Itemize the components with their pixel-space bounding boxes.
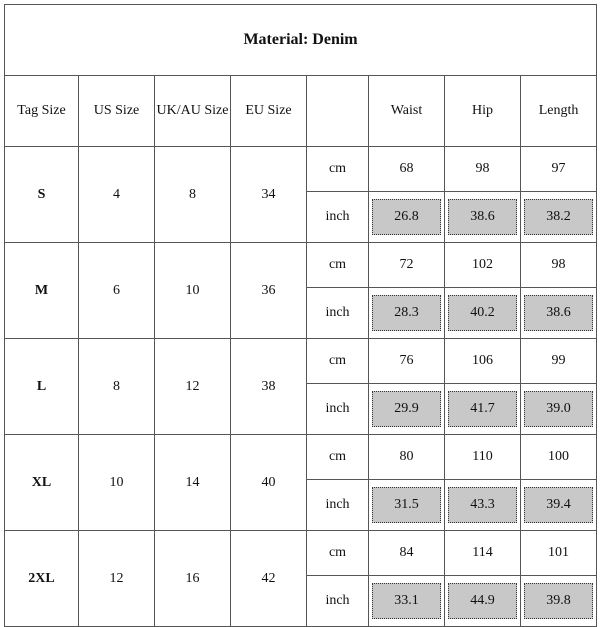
hip-cm-cell: 98 (445, 147, 521, 192)
hip-cm-cell: 110 (445, 435, 521, 480)
waist-inch-value: 33.1 (372, 583, 441, 619)
length-inch-cell (521, 288, 597, 339)
size-row-cm (5, 243, 597, 288)
unit-inch-cell: inch (307, 480, 369, 531)
unit-cm-cell: cm (307, 243, 369, 288)
header-hip: Hip (445, 76, 521, 147)
ukau-size-cell: 16 (155, 531, 231, 627)
header-us-size: US Size (79, 76, 155, 147)
hip-inch-cell (445, 192, 521, 243)
tag-size-cell: L (5, 339, 79, 435)
waist-inch-value: 26.8 (372, 199, 441, 235)
ukau-size-cell: 10 (155, 243, 231, 339)
header-row (5, 76, 597, 147)
waist-inch-cell (369, 192, 445, 243)
waist-inch-cell (369, 384, 445, 435)
header-unit (307, 76, 369, 147)
us-size-cell: 10 (79, 435, 155, 531)
header-eu-size: EU Size (231, 76, 307, 147)
waist-cm-cell: 68 (369, 147, 445, 192)
waist-inch-value: 28.3 (372, 295, 441, 331)
eu-size-cell: 36 (231, 243, 307, 339)
eu-size-cell: 34 (231, 147, 307, 243)
waist-inch-value: 29.9 (372, 391, 441, 427)
hip-cm-cell: 114 (445, 531, 521, 576)
length-cm-cell: 99 (521, 339, 597, 384)
hip-inch-value: 44.9 (448, 583, 517, 619)
ukau-size-cell: 14 (155, 435, 231, 531)
hip-inch-value: 43.3 (448, 487, 517, 523)
waist-inch-cell (369, 288, 445, 339)
length-cm-cell: 97 (521, 147, 597, 192)
hip-inch-value: 38.6 (448, 199, 517, 235)
hip-inch-cell (445, 384, 521, 435)
chart-title: Material: Denim (5, 5, 597, 76)
length-inch-value: 38.6 (524, 295, 593, 331)
header-waist: Waist (369, 76, 445, 147)
us-size-cell: 8 (79, 339, 155, 435)
size-row-cm (5, 339, 597, 384)
length-cm-cell: 98 (521, 243, 597, 288)
unit-cm-cell: cm (307, 147, 369, 192)
length-inch-value: 39.4 (524, 487, 593, 523)
hip-inch-cell (445, 288, 521, 339)
length-cm-cell: 101 (521, 531, 597, 576)
header-length: Length (521, 76, 597, 147)
ukau-size-cell: 8 (155, 147, 231, 243)
length-inch-cell (521, 192, 597, 243)
tag-size-cell: 2XL (5, 531, 79, 627)
hip-cm-cell: 102 (445, 243, 521, 288)
unit-cm-cell: cm (307, 435, 369, 480)
header-ukau-size: UK/AU Size (155, 76, 231, 147)
tag-size-cell: XL (5, 435, 79, 531)
tag-size-cell: S (5, 147, 79, 243)
length-cm-cell: 100 (521, 435, 597, 480)
unit-inch-cell: inch (307, 576, 369, 627)
unit-inch-cell: inch (307, 192, 369, 243)
length-inch-cell (521, 384, 597, 435)
us-size-cell: 6 (79, 243, 155, 339)
unit-inch-cell: inch (307, 384, 369, 435)
eu-size-cell: 42 (231, 531, 307, 627)
size-chart-table (4, 4, 597, 627)
unit-cm-cell: cm (307, 531, 369, 576)
waist-cm-cell: 72 (369, 243, 445, 288)
waist-cm-cell: 76 (369, 339, 445, 384)
us-size-cell: 4 (79, 147, 155, 243)
unit-cm-cell: cm (307, 339, 369, 384)
hip-inch-cell (445, 480, 521, 531)
hip-inch-value: 40.2 (448, 295, 517, 331)
eu-size-cell: 40 (231, 435, 307, 531)
unit-inch-cell: inch (307, 288, 369, 339)
size-row-cm (5, 435, 597, 480)
ukau-size-cell: 12 (155, 339, 231, 435)
waist-inch-value: 31.5 (372, 487, 441, 523)
waist-inch-cell (369, 576, 445, 627)
waist-cm-cell: 80 (369, 435, 445, 480)
size-row-cm (5, 531, 597, 576)
waist-inch-cell (369, 480, 445, 531)
waist-cm-cell: 84 (369, 531, 445, 576)
length-inch-cell (521, 480, 597, 531)
size-row-cm (5, 147, 597, 192)
hip-inch-cell (445, 576, 521, 627)
us-size-cell: 12 (79, 531, 155, 627)
tag-size-cell: M (5, 243, 79, 339)
hip-cm-cell: 106 (445, 339, 521, 384)
length-inch-value: 39.8 (524, 583, 593, 619)
length-inch-cell (521, 576, 597, 627)
length-inch-value: 38.2 (524, 199, 593, 235)
eu-size-cell: 38 (231, 339, 307, 435)
hip-inch-value: 41.7 (448, 391, 517, 427)
header-tag-size: Tag Size (5, 76, 79, 147)
length-inch-value: 39.0 (524, 391, 593, 427)
